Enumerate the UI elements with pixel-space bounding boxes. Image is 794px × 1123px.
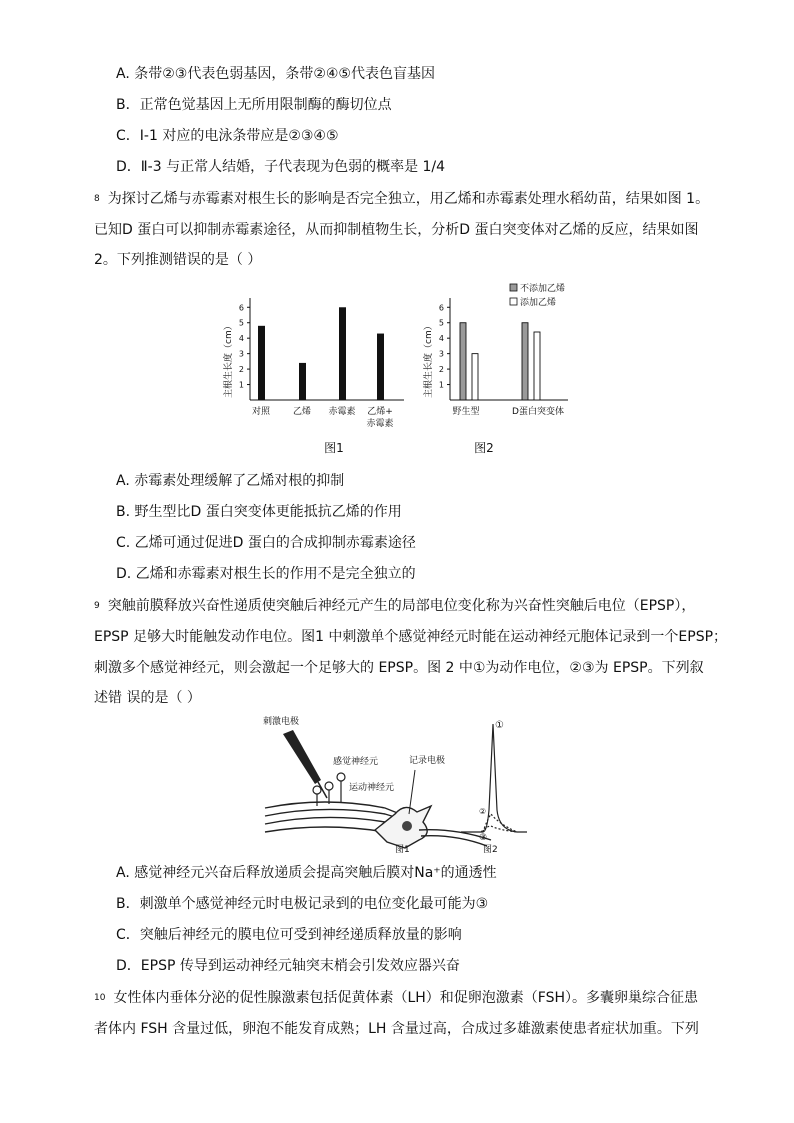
fig1-bar [258, 326, 265, 400]
record-electrode-label: 记录电极 [409, 756, 446, 766]
q9-stem-text-1: 突触前膜释放兴奋性递质使突触后神经元产生的局部电位变化称为兴奋性突触后电位（EPSP）， [107, 598, 696, 614]
q8-option-d: D. 乙烯和赤霉素对根生长的作用不是完全独立的 [116, 566, 416, 582]
sensory-neuron-label: 感觉神经元 [333, 757, 379, 767]
q8-stem-text-1: 为探讨乙烯与赤霉素对根生长的影响是否完全独立，用乙烯和赤霉素处理水稻幼苗，结果如图 1。 [107, 191, 710, 207]
fig1-category-label: 对照 [251, 407, 271, 417]
q8-number: 8 [94, 194, 100, 204]
fig2-ytick-label: 1 [438, 380, 444, 390]
figure-2-chart [418, 280, 596, 460]
q8-option-a: A. 赤霉素处理缓解了乙烯对根的抑制 [116, 473, 345, 489]
q9-option-c: C．突触后神经元的膜电位可受到神经递质释放量的影响 [116, 927, 462, 943]
q9-stem-line-4: 述错 误的是（ ） [94, 690, 201, 706]
q9-fig1-caption: 图1 [395, 845, 410, 855]
stim-electrode-label: 刺激电极 [263, 717, 300, 727]
q9-number: 9 [94, 601, 100, 611]
potential-trace-icon [461, 724, 527, 832]
fig2-legend-swatch-1 [510, 284, 517, 291]
q9-option-b: B．刺激单个感觉神经元时电极记录到的电位变化最可能为③ [116, 896, 489, 912]
fig2-legend-swatch-2 [510, 298, 517, 305]
fig1-category-label: 赤霉素 [328, 407, 356, 417]
fig2-caption: 图2 [474, 441, 494, 455]
fig1-ytick-label: 1 [238, 380, 244, 390]
fig2-bar [472, 354, 478, 400]
q9-figure [255, 710, 545, 860]
fig2-ytick-label: 6 [438, 303, 444, 313]
q8-stem-line-2: 已知D 蛋白可以抑制赤霉素途径，从而抑制植物生长，分析D 蛋白突变体对乙烯的反应，结果如图 [94, 222, 699, 238]
fig1-bar [299, 363, 306, 400]
fig2-bar [522, 323, 528, 400]
q8-stem-line-1 [94, 189, 709, 209]
fig1-ytick-label: 5 [238, 318, 244, 328]
fig2-ytick-label: 5 [438, 318, 444, 328]
fig1-ytick-label: 3 [238, 349, 244, 359]
fig1-category-label: 赤霉素 [366, 419, 394, 429]
fig2-ylabel: 主根生长度（cm） [424, 321, 434, 398]
q7-option-a: A. 条带②③代表色弱基因，条带②④⑤代表色盲基因 [116, 66, 435, 82]
q10-stem-text-1: 女性体内垂体分泌的促性腺激素包括促黄体素（LH）和促卵泡激素（FSH）。多囊卵巢综合征患 [113, 990, 698, 1006]
q10-stem-line-2: 者体内 FSH 含量过低，卵泡不能发育成熟；LH 含量过高，合成过多雄激素使患者症状加重。下列 [94, 1021, 699, 1037]
figure-1-chart [218, 290, 410, 460]
mark-2: ② [479, 807, 487, 816]
fig2-legend-label-2: 添加乙烯 [520, 298, 557, 308]
fig2-category-label: 野生型 [452, 407, 480, 417]
fig1-ylabel: 主根生长度（cm） [224, 321, 234, 398]
motor-neuron-icon [375, 806, 491, 848]
q10-number: 10 [94, 993, 106, 1003]
record-electrode-icon [409, 770, 415, 814]
q7-option-d: D．Ⅱ-3 与正常人结婚，子代表现为色弱的概率是 1/4 [116, 159, 446, 175]
fig2-legend-label-1: 不添加乙烯 [520, 284, 566, 294]
fig1-ytick-label: 4 [238, 334, 244, 344]
q8-option-c: C. 乙烯可通过促进D 蛋白的合成抑制赤霉素途径 [116, 535, 416, 551]
fig1-bar [339, 307, 346, 400]
q7-option-c: C．Ⅰ-1 对应的电泳条带应是②③④⑤ [116, 128, 339, 144]
mark-3: ③ [479, 833, 488, 843]
q9-option-a: A. 感觉神经元兴奋后释放递质会提高突触后膜对Na⁺的通透性 [116, 865, 497, 881]
q9-fig2-caption: 图2 [483, 845, 498, 855]
fig2-ytick-label: 4 [438, 334, 444, 344]
fig2-category-label: D蛋白突变体 [512, 407, 564, 417]
fig2-bar [534, 332, 540, 400]
q9-option-d: D．EPSP 传导到运动神经元轴突末梢会引发效应器兴奋 [116, 958, 460, 974]
q9-stem-line-3: 刺激多个感觉神经元，则会激起一个足够大的 EPSP。图 2 中①为动作电位，②③为 EPSP。下列叙 [94, 660, 704, 676]
fig1-ytick-label: 6 [238, 303, 244, 313]
fig1-bar [377, 334, 384, 400]
mark-1: ① [495, 720, 504, 731]
q8-stem-line-3: 2。下列推测错误的是（ ） [94, 252, 262, 268]
fig2-ytick-label: 3 [438, 349, 444, 359]
motor-neuron-label: 运动神经元 [349, 783, 395, 793]
fig1-ytick-label: 2 [238, 365, 244, 375]
q9-stem-line-1 [94, 596, 695, 616]
q8-option-b: B. 野生型比D 蛋白突变体更能抵抗乙烯的作用 [116, 504, 402, 520]
fig1-category-label: 乙烯+ [367, 407, 393, 417]
fig2-ytick-label: 2 [438, 365, 444, 375]
fig1-caption: 图1 [324, 441, 344, 455]
fig2-bar [460, 323, 466, 400]
q10-stem-line-1 [94, 988, 698, 1008]
q9-stem-line-2: EPSP 足够大时能触发动作电位。图1 中刺激单个感觉神经元时能在运动神经元胞体记录到一个EPSP； [94, 629, 728, 645]
q7-option-b: B．正常色觉基因上无所用限制酶的酶切位点 [116, 97, 392, 113]
fig1-category-label: 乙烯 [292, 407, 312, 417]
